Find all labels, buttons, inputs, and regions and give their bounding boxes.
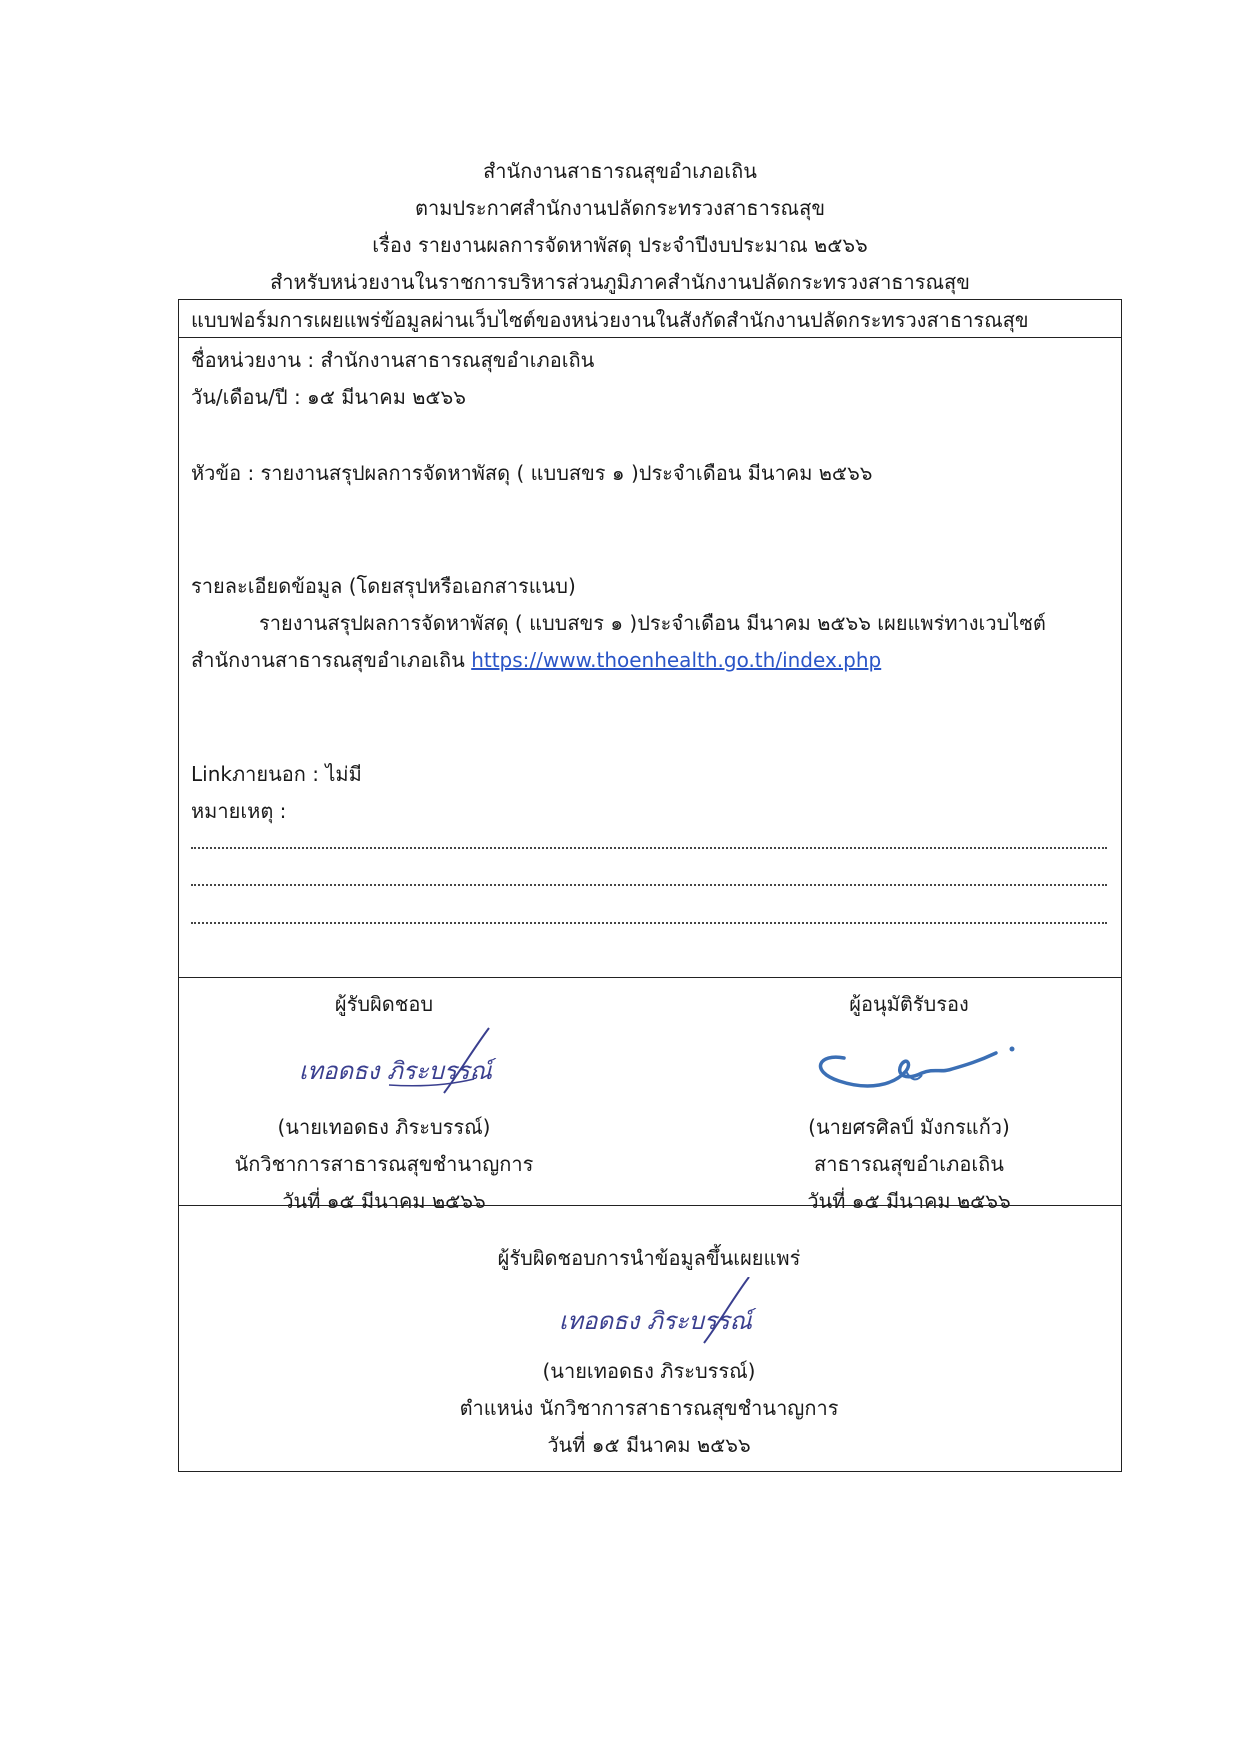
document-header [0, 153, 1240, 301]
approver-position: สาธารณสุขอำเภอเถิน [814, 1152, 1004, 1176]
publisher-block [349, 1240, 949, 1464]
detail-line-1: รายงานสรุปผลการจัดหาพัสดุ ( แบบสขร ๑ )ประจำเดือน มีนาคม ๒๕๖๖ เผยแพร่ทางเวบไซต์ [259, 611, 1046, 635]
responsible-heading: ผู้รับผิดชอบ [334, 992, 434, 1016]
responsible-signature-text: เทอดธง ภิระบรรณ์ [299, 1057, 492, 1085]
responsible-date: วันที่ ๑๕ มีนาคม ๒๕๖๖ [282, 1189, 486, 1213]
publisher-signature [524, 1277, 774, 1353]
approver-heading: ผู้อนุมัติรับรอง [849, 992, 969, 1016]
publisher-position: ตำแหน่ง นักวิชาการสาธารณสุขชำนาญการ [459, 1396, 839, 1420]
divider [179, 1205, 1121, 1206]
remark-label: หมายเหตุ : [191, 799, 287, 823]
publisher-name: (นายเทอดธง ภิระบรรณ์) [542, 1359, 756, 1383]
publisher-heading: ผู้รับผิดชอบการนำข้อมูลขึ้นเผยแพร่ [497, 1246, 801, 1270]
remark-line [191, 922, 1107, 924]
header-scope: สำหรับหน่วยงานในราชการบริหารส่วนภูมิภาคสำนักงานปลัดกระทรวงสาธารณสุข [270, 270, 970, 294]
approver-signature [784, 1023, 1034, 1109]
divider [179, 337, 1121, 338]
responsible-signature [259, 1023, 509, 1109]
divider [179, 977, 1121, 978]
header-office: สำนักงานสาธารณสุขอำเภอเถิน [483, 159, 757, 183]
form-title: แบบฟอร์มการเผยแพร่ข้อมูลผ่านเว็บไซต์ของหน่วยงานในสังกัดสำนักงานปลัดกระทรวงสาธารณสุข [191, 308, 1029, 332]
unit-name: ชื่อหน่วยงาน : สำนักงานสาธารณสุขอำเภอเถิน [191, 348, 595, 372]
header-subject: เรื่อง รายงานผลการจัดหาพัสดุ ประจำปีงบประมาณ ๒๕๖๖ [372, 233, 868, 257]
detail-label: รายละเอียดข้อมูล (โดยสรุปหรือเอกสารแนบ) [191, 574, 576, 598]
website-link[interactable]: https://www.thoenhealth.go.th/index.php [471, 648, 882, 672]
form-date: วัน/เดือน/ปี : ๑๕ มีนาคม ๒๕๖๖ [191, 385, 466, 409]
external-link: Linkภายนอก : ไม่มี [191, 762, 362, 786]
publisher-date: วันที่ ๑๕ มีนาคม ๒๕๖๖ [547, 1433, 751, 1457]
remark-line [191, 884, 1107, 886]
publication-form [178, 299, 1122, 1472]
responsible-name: (นายเทอดธง ภิระบรรณ์) [277, 1115, 491, 1139]
publisher-signature-text: เทอดธง ภิระบรรณ์ [559, 1307, 752, 1335]
responsible-position: นักวิชาการสาธารณสุขชำนาญการ [234, 1152, 534, 1176]
detail-office: สำนักงานสาธารณสุขอำเภอเถิน [191, 648, 472, 672]
approver-block [724, 986, 1094, 1220]
remark-line [191, 847, 1107, 849]
header-announcement: ตามประกาศสำนักงานปลัดกระทรวงสาธารณสุข [414, 196, 825, 220]
form-topic: หัวข้อ : รายงานสรุปผลการจัดหาพัสดุ ( แบบสขร ๑ )ประจำเดือน มีนาคม ๒๕๖๖ [191, 461, 873, 485]
detail-line-2 [191, 644, 881, 676]
responsible-block [199, 986, 569, 1220]
approver-date: วันที่ ๑๕ มีนาคม ๒๕๖๖ [807, 1189, 1011, 1213]
approver-name: (นายศรศิลป์ มังกรแก้ว) [808, 1115, 1010, 1139]
